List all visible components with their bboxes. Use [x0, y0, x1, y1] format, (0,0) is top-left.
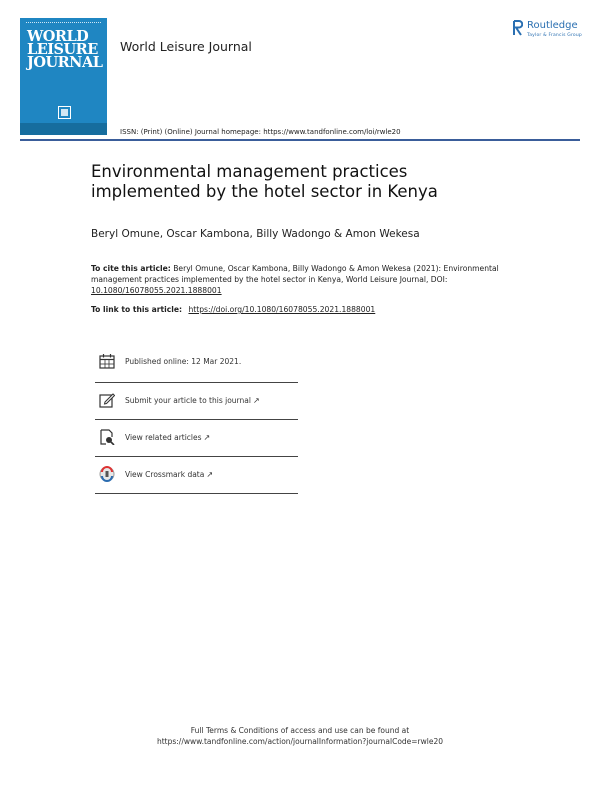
published-date-row	[95, 344, 298, 383]
related-articles-link[interactable]	[95, 420, 298, 457]
crossmark-icon	[99, 466, 115, 482]
citation-text: Beryl Omune, Oscar Kambona, Billy Wadongo & Amon Wekesa (2021): Environmental management practices implemented by the hotel sector in Kenya, World Leisure Journal, DOI:	[91, 264, 499, 284]
cover-title-line: LEISURE	[27, 41, 98, 58]
article-title-line: Environmental management practices	[91, 162, 408, 181]
submit-article-text: Submit your article to this journal	[125, 396, 251, 405]
published-date: Published online: 12 Mar 2021.	[125, 357, 242, 366]
crossmark-text: View Crossmark data	[125, 470, 205, 479]
publisher-name: Routledge	[527, 20, 578, 31]
submit-article-label	[125, 396, 260, 405]
issn-line	[120, 128, 401, 136]
routledge-logo-icon	[512, 20, 523, 36]
journal-homepage-link[interactable]: https://www.tandfonline.com/loi/rwle20	[263, 128, 401, 136]
external-link-icon: ↗	[206, 470, 214, 479]
page-footer	[0, 725, 600, 747]
submit-article-link[interactable]	[95, 383, 298, 420]
calendar-icon	[99, 353, 115, 369]
crossmark-label	[125, 470, 213, 479]
article-link-label: To link to this article:	[91, 305, 183, 314]
journal-name: World Leisure Journal	[120, 39, 252, 54]
citation-doi-link[interactable]: 10.1080/16078055.2021.1888001	[91, 286, 222, 295]
header-divider	[20, 139, 580, 141]
article-title	[91, 162, 511, 202]
cover-title	[27, 30, 102, 69]
article-authors: Beryl Omune, Oscar Kambona, Billy Wadongo & Amon Wekesa	[91, 228, 420, 240]
footer-journal-info-link[interactable]: https://www.tandfonline.com/action/journalInformation?journalCode=rwle20	[156, 737, 444, 746]
article-link-block	[91, 305, 375, 314]
publisher-logo	[512, 20, 592, 50]
cover-title-line: JOURNAL	[27, 54, 103, 71]
edit-icon	[99, 392, 115, 408]
cover-title-line: WORLD	[27, 28, 89, 45]
article-doi-link[interactable]: https://doi.org/10.1080/16078055.2021.1888001	[188, 305, 376, 314]
citation-label: To cite this article:	[91, 264, 171, 273]
search-document-icon	[99, 429, 115, 445]
related-articles-label	[125, 433, 210, 442]
issn-label: ISSN: (Print) (Online) Journal homepage:	[120, 128, 261, 136]
cover-topline	[26, 22, 101, 25]
external-link-icon: ↗	[203, 433, 211, 442]
article-title-line: implemented by the hotel sector in Kenya	[91, 182, 438, 201]
footer-terms-text: Full Terms & Conditions of access and use can be found at	[190, 726, 410, 735]
related-articles-text: View related articles	[125, 433, 202, 442]
article-actions	[95, 344, 298, 494]
external-link-icon: ↗	[252, 396, 260, 405]
crossmark-link[interactable]	[95, 457, 298, 494]
journal-cover	[20, 18, 107, 135]
cover-footer-band	[20, 123, 107, 135]
citation-block	[91, 263, 521, 296]
cover-logo-icon	[58, 106, 71, 119]
publisher-tagline: Taylor & Francis Group	[527, 33, 582, 38]
